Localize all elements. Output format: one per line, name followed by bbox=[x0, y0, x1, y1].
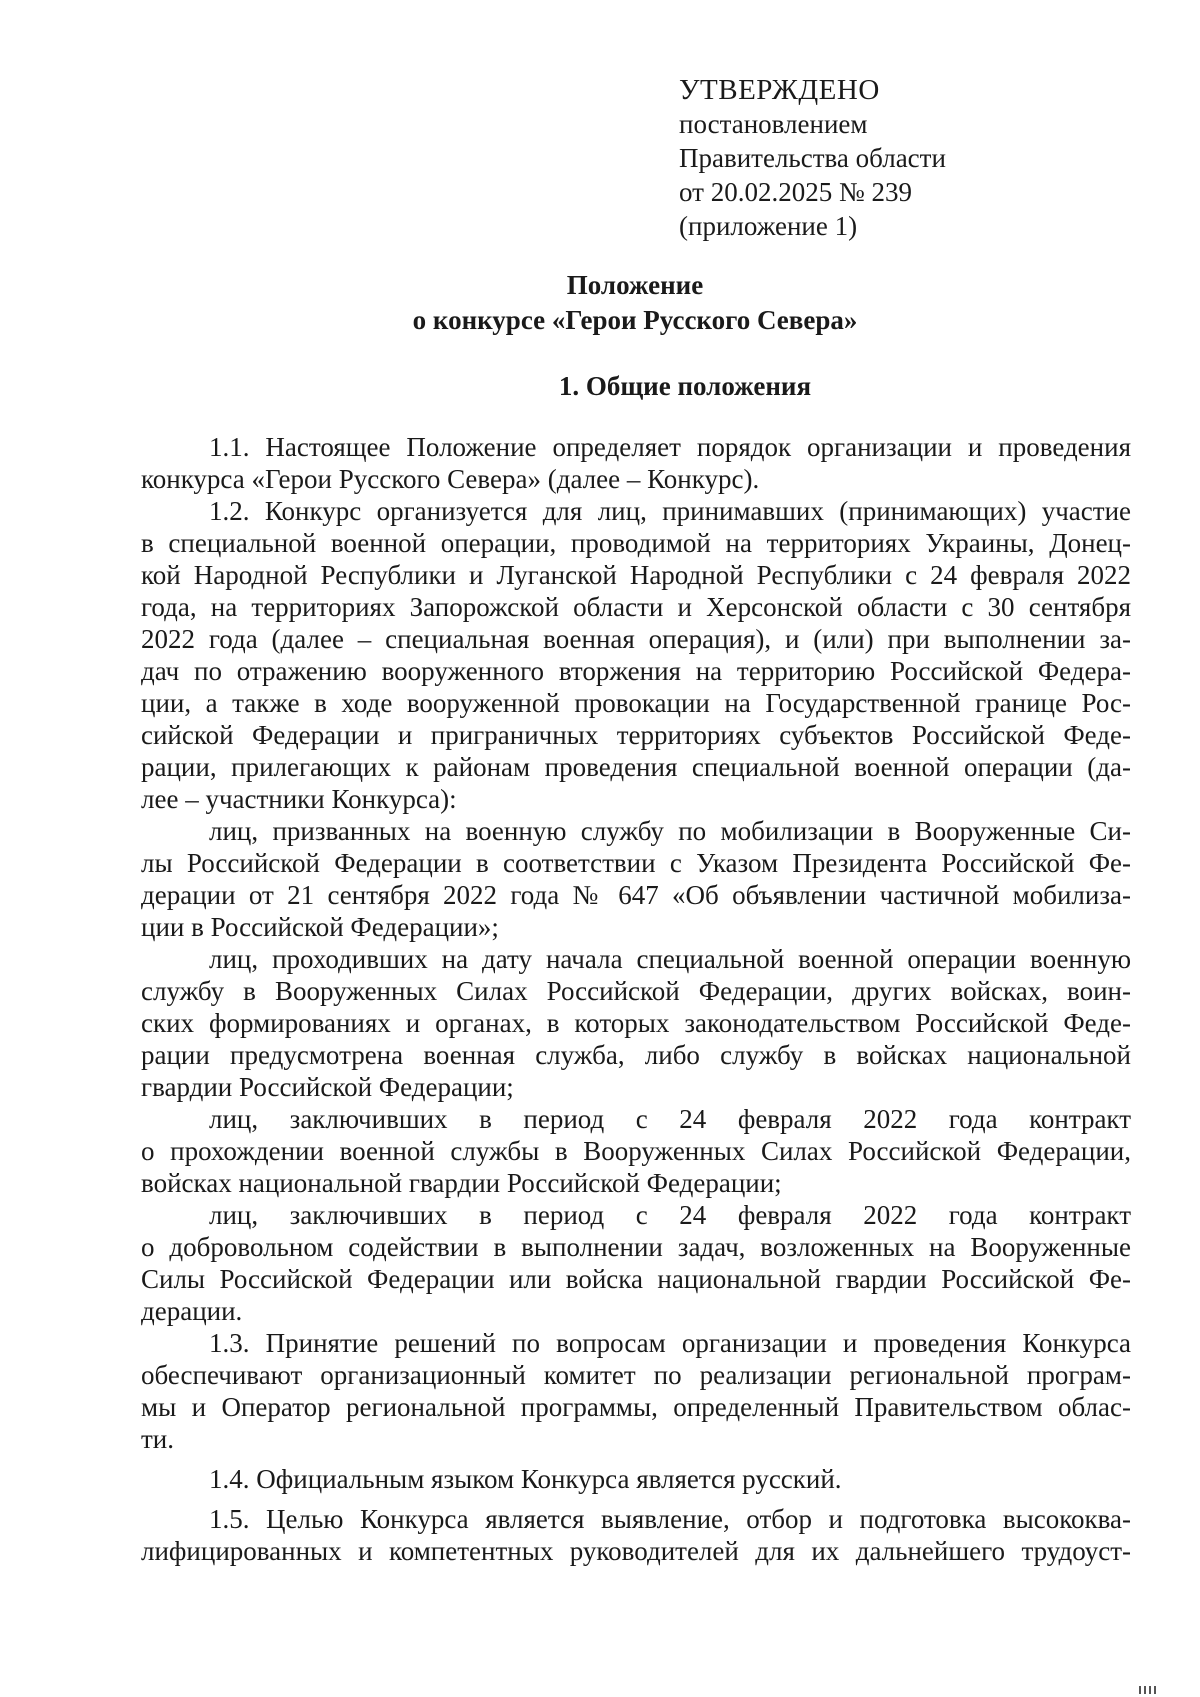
text-line: ции в Российской Федерации»; bbox=[141, 912, 499, 942]
text-line: 1.1. Настоящее Положение определяет порядок организации и проведения bbox=[209, 432, 1131, 462]
paragraph-gap bbox=[141, 1495, 1131, 1503]
text-line: лее – участники Конкурса): bbox=[141, 784, 457, 814]
text-line: о прохождении военной службы в Вооруженных Силах Российской Федерации, bbox=[141, 1136, 1131, 1166]
text-line: сийской Федерации и приграничных территориях субъектов Российской Феде- bbox=[141, 720, 1131, 750]
text-line: 1.3. Принятие решений по вопросам организации и проведения Конкурса bbox=[209, 1328, 1131, 1358]
text-line: кой Народной Республики и Луганской Народной Республики с 24 февраля 2022 bbox=[141, 560, 1131, 590]
text-line: мы и Оператор региональной программы, определенный Правительством облас- bbox=[141, 1392, 1131, 1422]
text-line: лы Российской Федерации в соответствии с Указом Президента Российской Фе- bbox=[141, 848, 1131, 878]
approval-line: от 20.02.2025 № 239 bbox=[679, 177, 912, 207]
text-line: гвардии Российской Федерации; bbox=[141, 1072, 514, 1102]
text-line: конкурса «Герои Русского Севера» (далее – Конкурс). bbox=[141, 464, 760, 494]
approval-line: (приложение 1) bbox=[679, 211, 858, 241]
text-line: года, на территориях Запорожской области и Херсонской области с 30 сентября bbox=[141, 592, 1131, 622]
text-line: в специальной военной операции, проводимой на территориях Украины, Донец- bbox=[141, 528, 1131, 558]
document-body bbox=[141, 431, 1131, 1567]
text-line: службу в Вооруженных Силах Российской Федерации, других войсках, воин- bbox=[141, 976, 1131, 1006]
text-line: лифицированных и компетентных руководителей для их дальнейшего трудоуст- bbox=[141, 1536, 1131, 1566]
text-line: Силы Российской Федерации или войска национальной гвардии Российской Фе- bbox=[141, 1264, 1131, 1294]
scan-corner-mark bbox=[1139, 1686, 1167, 1694]
text-line: рации предусмотрена военная служба, либо службу в войсках национальной bbox=[141, 1040, 1131, 1070]
text-line: о добровольном содействии в выполнении задач, возложенных на Вооруженные bbox=[141, 1232, 1131, 1262]
text-line: 1.4. Официальным языком Конкурса является русский. bbox=[209, 1464, 842, 1494]
section-heading: 1. Общие положения bbox=[558, 371, 812, 401]
text-line: лиц, призванных на военную службу по мобилизации в Вооруженные Си- bbox=[209, 816, 1131, 846]
text-line: лиц, проходивших на дату начала специальной военной операции военную bbox=[209, 944, 1131, 974]
document-title-line: о конкурсе «Герои Русского Севера» bbox=[412, 305, 858, 335]
scan-mark-bar bbox=[1154, 1686, 1156, 1694]
text-line: обеспечивают организационный комитет по реализации региональной програм- bbox=[141, 1360, 1131, 1390]
text-line: дерации от 21 сентября 2022 года № 647 «Об объявлении частичной мобилиза- bbox=[141, 880, 1131, 910]
paragraph-gap bbox=[141, 1455, 1131, 1463]
text-line: ции, а также в ходе вооруженной провокации на Государственной границе Рос- bbox=[141, 688, 1131, 718]
approval-line: постановлением bbox=[679, 109, 868, 139]
text-line: ти. bbox=[141, 1424, 174, 1454]
text-line: 2022 года (далее – специальная военная операция), и (или) при выполнении за- bbox=[141, 624, 1131, 654]
document-title-line: Положение bbox=[566, 270, 704, 300]
text-line: дерации. bbox=[141, 1296, 243, 1326]
text-line: лиц, заключивших в период с 24 февраля 2022 года контракт bbox=[209, 1104, 1131, 1134]
approval-title: УТВЕРЖДЕНО bbox=[679, 74, 880, 106]
scan-mark-bar bbox=[1149, 1686, 1151, 1694]
text-line: дач по отражению вооруженного вторжения на территорию Российской Федера- bbox=[141, 656, 1131, 686]
text-line: лиц, заключивших в период с 24 февраля 2022 года контракт bbox=[209, 1200, 1131, 1230]
text-line: ских формированиях и органах, в которых законодательством Российской Феде- bbox=[141, 1008, 1131, 1038]
text-line: 1.2. Конкурс организуется для лиц, принимавших (принимающих) участие bbox=[209, 496, 1131, 526]
approval-line: Правительства области bbox=[679, 143, 946, 173]
text-line: войсках национальной гвардии Российской Федерации; bbox=[141, 1168, 782, 1198]
text-line: 1.5. Целью Конкурса является выявление, отбор и подготовка высококва- bbox=[209, 1504, 1131, 1534]
approval-stamp-block bbox=[679, 73, 946, 243]
text-line: рации, прилегающих к районам проведения специальной военной операции (да- bbox=[141, 752, 1131, 782]
scan-mark-bar bbox=[1144, 1686, 1146, 1694]
document-title bbox=[0, 268, 1200, 338]
scan-mark-bar bbox=[1139, 1686, 1141, 1694]
